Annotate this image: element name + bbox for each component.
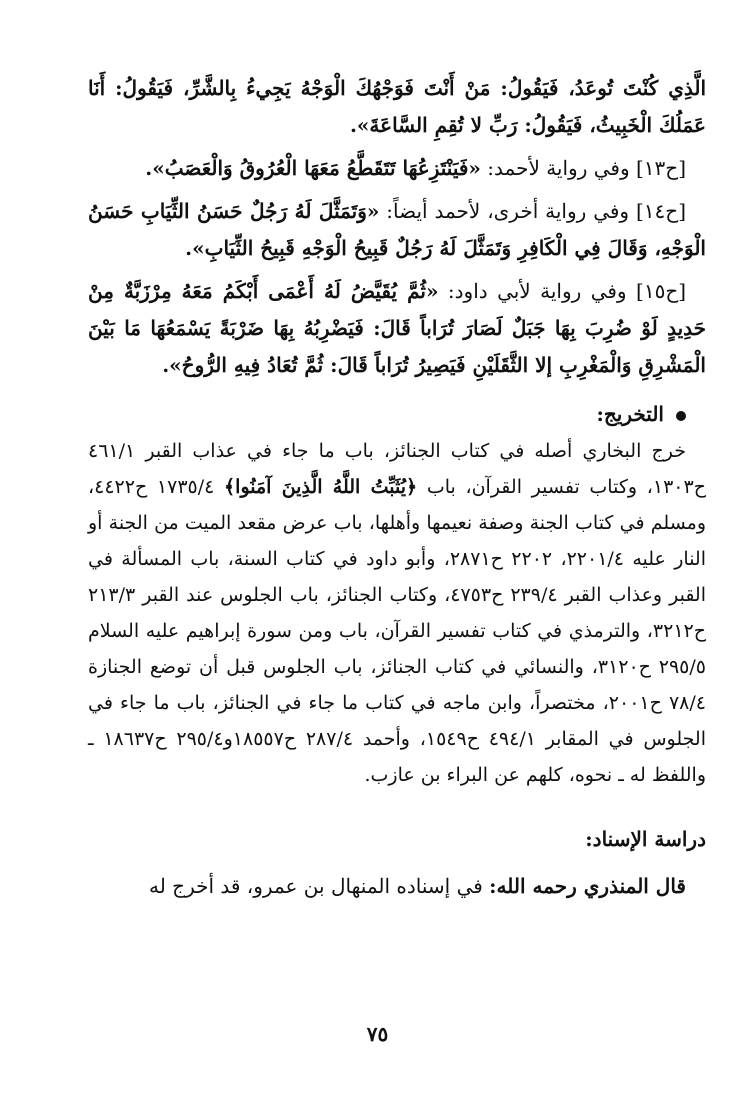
narration-14-intro: وفي رواية أخرى، لأحمد أيضاً: <box>386 199 630 223</box>
takhrij-heading <box>88 396 706 433</box>
bullet-icon <box>676 411 686 421</box>
narration-13-paragraph <box>88 150 706 187</box>
narration-13-ref: [ح١٣] <box>635 156 686 180</box>
narration-15-ref: [ح١٥] <box>636 279 687 303</box>
isnad-text: في إسناده المنهال بن عمرو، قد أخرج له <box>148 874 483 898</box>
narration-13-text: «فَيَنْتَزِعُهَا تَتَقَطَّعُ مَعَهَا الْعُرُوقُ وَالْعَصَبُ». <box>145 156 481 180</box>
narration-14-paragraph <box>88 193 706 267</box>
takhrij-text-part1: خرج البخاري أصله في كتاب الجنائز، باب ما جاء في عذاب القبر ٤٦١/١ ح١٣٠٣، وكتاب تفسير القرآن، باب <box>88 440 706 498</box>
narration-15-intro: وفي رواية لأبي داود: <box>447 279 627 303</box>
isnad-lead: قال المنذري رحمه الله: <box>489 874 686 898</box>
narration-14-text: «وَتَمَثَّلَ لَهُ رَجُلٌ حَسَنُ الثِّيَابِ حَسَنُ الْوَجْهِ، وَقَالَ فِي الْكَافِرِ وَتَمَثَّلَ لَهُ رَجُلٌ قَبِيحُ الْوَجْهِ قَبِيحُ الثِّيَابِ». <box>88 199 706 260</box>
quran-verse: ﴿يُثَبِّتُ اللَّهُ الَّذِينَ آمَنُوا﴾ <box>224 476 418 498</box>
narration-15-text: «ثُمَّ يُقَيَّضُ لَهُ أَعْمَى أَبْكَمُ مَعَهُ مِرْزَبَّةٌ مِنْ حَدِيدٍ لَوْ ضُرِبَ بِهَا جَبَلٌ لَصَارَ تُرَاباً قَالَ: فَيَضْرِبُهُ بِهَا ضَرْبَةً يَسْمَعُهَا مَا بَيْنَ الْمَشْرِقِ وَالْمَغْرِبِ إلا الثَّقَلَيْنِ فَيَصِيرُ تُرَاباً قَالَ: ثُمَّ تُعَادُ فِيهِ الرُّوحُ». <box>88 279 706 377</box>
narration-13-intro: وفي رواية لأحمد: <box>487 156 630 180</box>
page-body <box>88 70 706 905</box>
narration-15-paragraph <box>88 273 706 384</box>
takhrij-body <box>88 433 706 793</box>
narration-14-ref: [ح١٤] <box>635 199 686 223</box>
takhrij-heading-label: التخريج: <box>596 402 664 426</box>
page-number: ٧٥ <box>366 1022 389 1046</box>
isnad-heading: دراسة الإسناد: <box>585 827 706 851</box>
isnad-paragraph <box>88 868 706 905</box>
hadith-continuation-paragraph: الَّذِي كُنْتَ تُوعَدُ، فَيَقُولُ: مَنْ أَنْتَ فَوَجْهُكَ الْوَجْهُ يَجِيءُ بِالشَّرِّ، فَيَقُولُ: أَنَا عَمَلُكَ الْخَبِيثُ، فَيَقُولُ: رَبِّ لا تُقِمِ السَّاعَةَ». <box>88 76 706 137</box>
takhrij-text-part2: ١٧٣٥/٤ ح٤٤٢٢، ومسلم في كتاب الجنة وصفة نعيمها وأهلها، باب عرض مقعد الميت من الجنة أو النار عليه ٢٢٠١/٤، ٢٢٠٢ ح٢٨٧١، وأبو داود في كتاب السنة، باب المسألة في القبر وعذاب القبر ٢٣٩/٤ ح٤٧٥٣، وكتاب الجنائز، باب الجلوس عند القبر ٢١٣/٣ ح٣٢١٢، والترمذي في كتاب تفسير القرآن، باب ومن سورة إبراهيم عليه السلام ٢٩٥/٥ ح٣١٢٠، والنسائي في كتاب الجنائز، باب الجلوس قبل أن توضع الجنازة ٧٨/٤ ح٢٠٠١، مختصراً، وابن ماجه في كتاب ما جاء في الجنائز، باب ما جاء في الجلوس في المقابر ٤٩٤/١ ح١٥٤٩، وأحمد ٢٨٧/٤ ح١٨٥٥٧و٢٩٥/٤ ح١٨٦٣٧ ـ واللفظ له ـ نحوه، كلهم عن البراء بن عازب. <box>88 476 706 786</box>
